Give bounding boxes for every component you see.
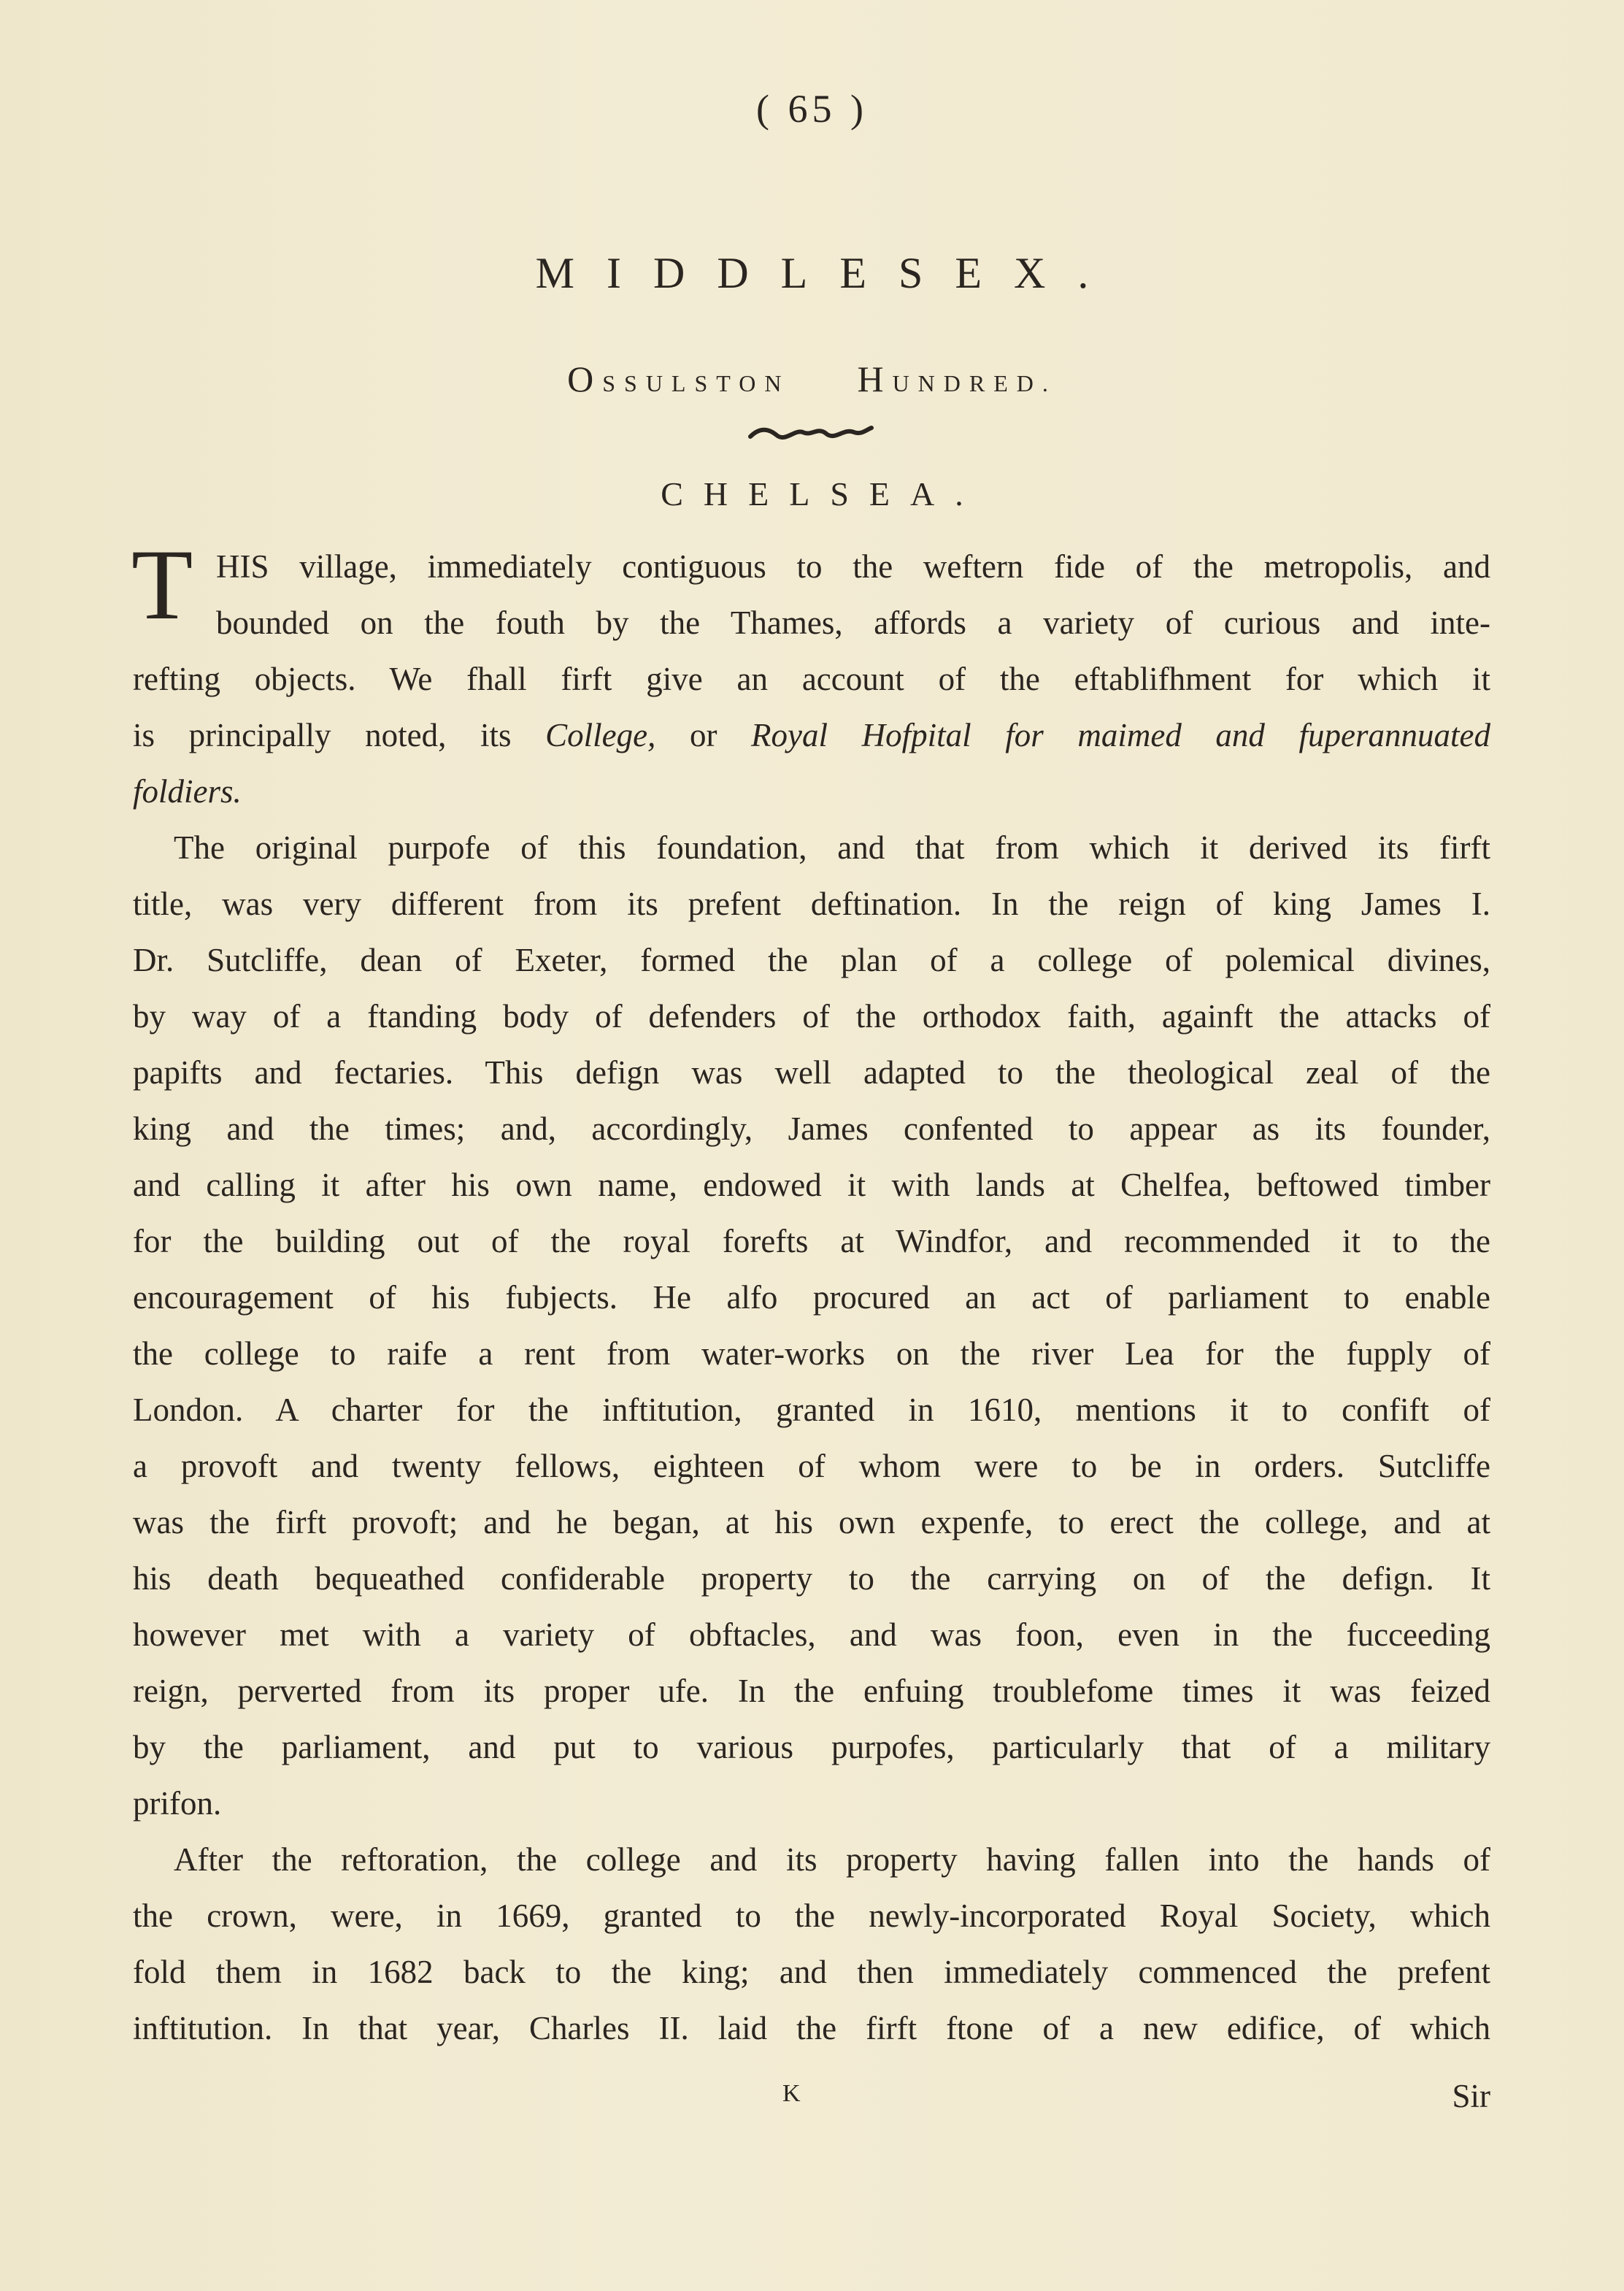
text-run: or bbox=[655, 717, 752, 753]
catchword: Sir bbox=[1452, 2078, 1490, 2114]
text-line: and calling it after his own name, endowed it with lands at Chelfea, beftowed timber bbox=[133, 1167, 1490, 1203]
text-line bbox=[133, 707, 1490, 764]
text-line: bounded on the fouth by the Thames, affords a variety of curious and inte- bbox=[216, 605, 1490, 641]
text-line: his death bequeathed confiderable property to the carrying on of the defign. It bbox=[133, 1560, 1490, 1597]
page-number: ( 65 ) bbox=[756, 87, 868, 131]
text-line: was the firft provoft; and he began, at his own expenfe, to erect the college, and at bbox=[133, 1504, 1490, 1540]
text-line: a provoft and twenty fellows, eighteen of whom were to be in orders. Sutcliffe bbox=[133, 1448, 1490, 1484]
hundred-initial-2: H bbox=[857, 358, 893, 399]
text-line: title, was very different from its prefent deftination. In the reign of king James I. bbox=[133, 886, 1490, 922]
hundred-initial-1: O bbox=[567, 358, 603, 399]
hundred-rest-2: UNDRED. bbox=[892, 370, 1057, 396]
paragraph-1 bbox=[131, 529, 1490, 820]
text-line: king and the times; and, accordingly, James confented to appear as its founder, bbox=[133, 1110, 1490, 1147]
italic-text: College, bbox=[545, 717, 656, 753]
text-line: reign, perverted from its proper ufe. In the enfuing troublefome times it was feized bbox=[133, 1673, 1490, 1709]
hundred-heading bbox=[0, 358, 1624, 400]
text-line: encouragement of his fubjects. He alfo procured an act of parliament to enable bbox=[133, 1279, 1490, 1316]
text-line: the college to raife a rent from water-works on the river Lea for the fupply of bbox=[133, 1335, 1490, 1372]
hundred-rest-1: SSULSTON bbox=[602, 370, 790, 396]
text-line: the crown, were, in 1669, granted to the newly-incorporated Royal Society, which bbox=[133, 1897, 1490, 1934]
paragraph-2 bbox=[133, 820, 1490, 1832]
text-line: The original purpofe of this foundation, and that from which it derived its firft bbox=[174, 829, 1490, 866]
text-line: Dr. Sutcliffe, dean of Exeter, formed the plan of a college of polemical divines, bbox=[133, 942, 1490, 978]
italic-text: foldiers. bbox=[133, 773, 242, 810]
text-line: London. A charter for the inftitution, granted in 1610, mentions it to confift of bbox=[133, 1392, 1490, 1428]
text-line: inftitution. In that year, Charles II. laid the firft ftone of a new edifice, of which bbox=[133, 2010, 1490, 2046]
text-run: is principally noted, its bbox=[133, 717, 546, 753]
text-line: however met with a variety of obftacles, and was foon, even in the fucceeding bbox=[133, 1616, 1490, 1653]
text-line: papifts and fectaries. This defign was well adapted to the theological zeal of the bbox=[133, 1054, 1490, 1091]
text-line: by the parliament, and put to various purpofes, particularly that of a military bbox=[133, 1729, 1490, 1765]
county-heading: MIDDLESEX. bbox=[535, 249, 1121, 297]
text-line: prifon. bbox=[133, 1785, 222, 1822]
body-text bbox=[131, 529, 1490, 2057]
text-line: After the reftoration, the college and its property having fallen into the hands of bbox=[174, 1841, 1490, 1878]
text-line: HIS village, immediately contiguous to the weftern fide of the metropolis, and bbox=[216, 548, 1490, 585]
text-line: by way of a ftanding body of defenders of the orthodox faith, againft the attacks of bbox=[133, 998, 1490, 1035]
text-line: fold them in 1682 back to the king; and then immediately commenced the prefent bbox=[133, 1954, 1490, 1990]
paragraph-3 bbox=[133, 1832, 1490, 2057]
text-line bbox=[133, 764, 1490, 820]
text-line: for the building out of the royal forefts at Windfor, and recommended it to the bbox=[133, 1223, 1490, 1259]
page-footer bbox=[133, 2077, 1490, 2121]
ornament-divider bbox=[744, 422, 876, 444]
italic-text: Royal Hofpital for maimed and fuperannuated bbox=[751, 717, 1490, 753]
place-heading: CHELSEA. bbox=[661, 475, 984, 513]
signature-mark: K bbox=[782, 2080, 801, 2107]
drop-cap: T bbox=[131, 529, 193, 640]
text-line: refting objects. We fhall firft give an account of the eftablifhment for which it bbox=[133, 661, 1490, 697]
